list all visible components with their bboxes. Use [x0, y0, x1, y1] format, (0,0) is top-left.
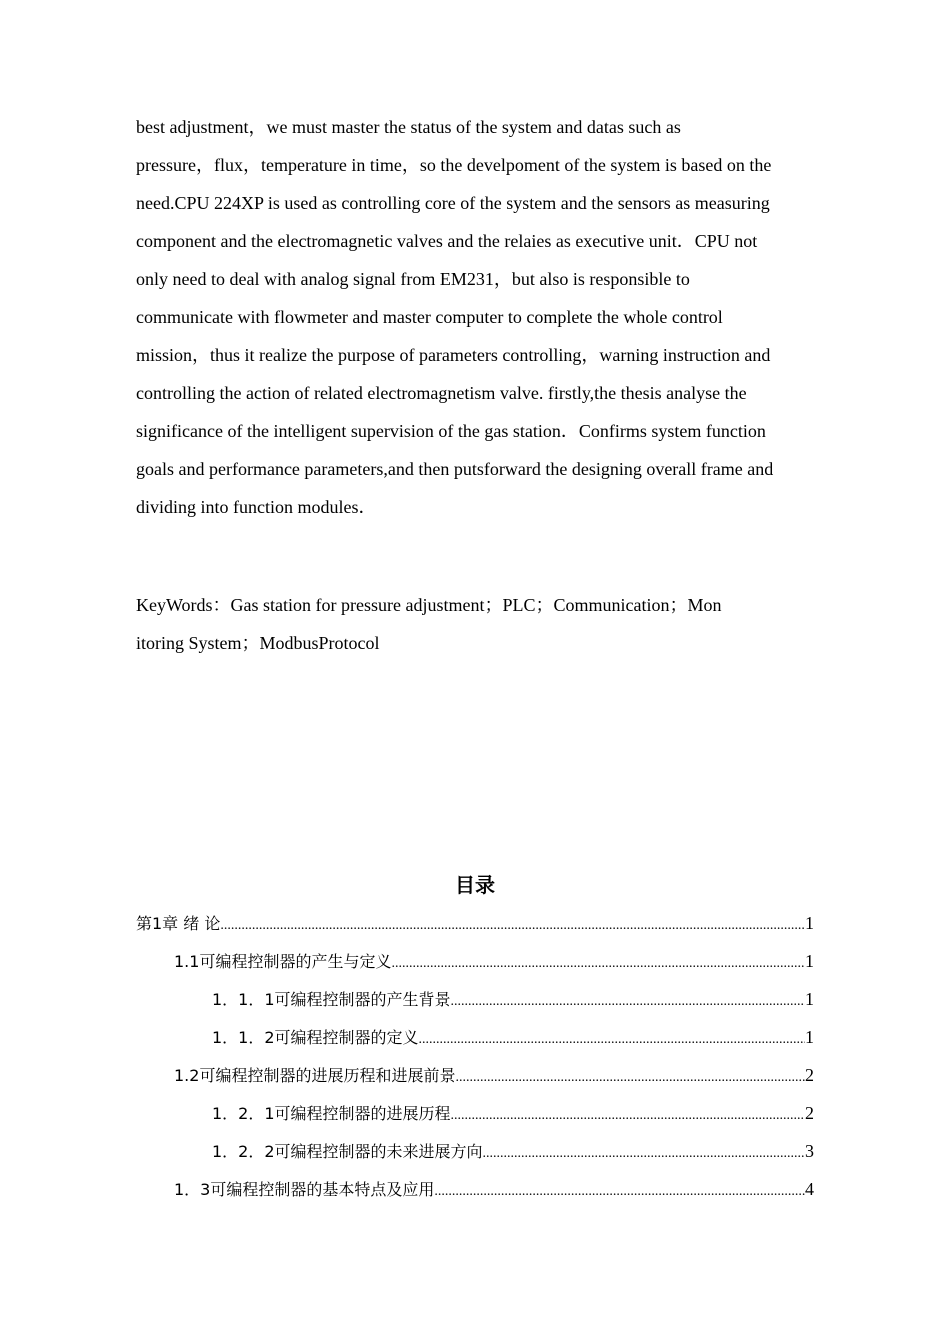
toc-entry-text: 1.1可编程控制器的产生与定义 [174, 952, 392, 971]
toc-entry-text: 1．3可编程控制器的基本特点及应用 [174, 1180, 435, 1199]
toc-entry-text: 1.2可编程控制器的进展历程和进展前景 [174, 1066, 456, 1085]
abstract-line: controlling the action of related electromagnetism valve. firstly,the thesis analyse the [136, 383, 747, 403]
toc-entry-text: 1．1．1可编程控制器的产生背景 [212, 990, 451, 1009]
toc-entry[interactable] [212, 1101, 814, 1128]
toc-page-number: 3 [805, 1141, 814, 1161]
toc-entry[interactable] [212, 987, 814, 1014]
toc-leader-dots [451, 990, 805, 1014]
abstract-line: best adjustment，we must master the status of the system and datas such as [136, 117, 681, 137]
keywords-line: itoring System；ModbusProtocol [136, 633, 380, 653]
toc-page-number: 1 [805, 951, 814, 971]
toc-page-number: 2 [805, 1103, 814, 1123]
abstract-line: communicate with flowmeter and master computer to complete the whole control [136, 307, 723, 327]
toc-entry[interactable] [174, 1177, 814, 1204]
toc-leader-dots [434, 1180, 805, 1204]
toc-leader-dots [220, 914, 805, 938]
abstract-line: pressure，flux，temperature in time，so the develpoment of the system is based on the [136, 155, 772, 175]
toc-leader-dots [451, 1104, 805, 1128]
abstract-line: component and the electromagnetic valves and the relaies as executive unit．CPU not [136, 231, 758, 251]
abstract-line: dividing into function modules． [136, 497, 377, 517]
toc-page-number: 1 [805, 1027, 814, 1047]
toc-leader-dots [483, 1142, 805, 1166]
toc-page-number: 4 [805, 1179, 814, 1199]
toc-leader-dots [455, 1066, 805, 1090]
toc-entry[interactable] [174, 949, 814, 976]
toc-page-number: 2 [805, 1065, 814, 1085]
toc-page-number: 1 [805, 913, 814, 933]
toc-leader-dots [391, 952, 805, 976]
toc-entry-text: 第1章 绪 论 [136, 914, 221, 933]
toc-entry-text: 1．2．1可编程控制器的进展历程 [212, 1104, 451, 1123]
abstract-line: goals and performance parameters,and then putsforward the designing overall frame and [136, 459, 774, 479]
abstract-line: mission，thus it realize the purpose of parameters controlling，warning instruction and [136, 345, 771, 365]
abstract-line: need.CPU 224XP is used as controlling core of the system and the sensors as measuring [136, 193, 770, 213]
keywords-line: KeyWords：Gas station for pressure adjustment；PLC；Communication；Mon [136, 595, 722, 615]
toc-page-number: 1 [805, 989, 814, 1009]
toc-entry[interactable] [136, 911, 814, 938]
toc-entry-text: 1．2．2可编程控制器的未来进展方向 [212, 1142, 483, 1161]
toc-entry[interactable] [212, 1025, 814, 1052]
abstract-line: only need to deal with analog signal from EM231，but also is responsible to [136, 269, 690, 289]
toc-entry-text: 1．1．2可编程控制器的定义 [212, 1028, 419, 1047]
abstract-line: significance of the intelligent supervision of the gas station．Confirms system function [136, 421, 766, 441]
toc-entry[interactable] [212, 1139, 814, 1166]
toc-entry[interactable] [174, 1063, 814, 1090]
toc-title: 目录 [455, 873, 495, 897]
toc-leader-dots [419, 1028, 805, 1052]
